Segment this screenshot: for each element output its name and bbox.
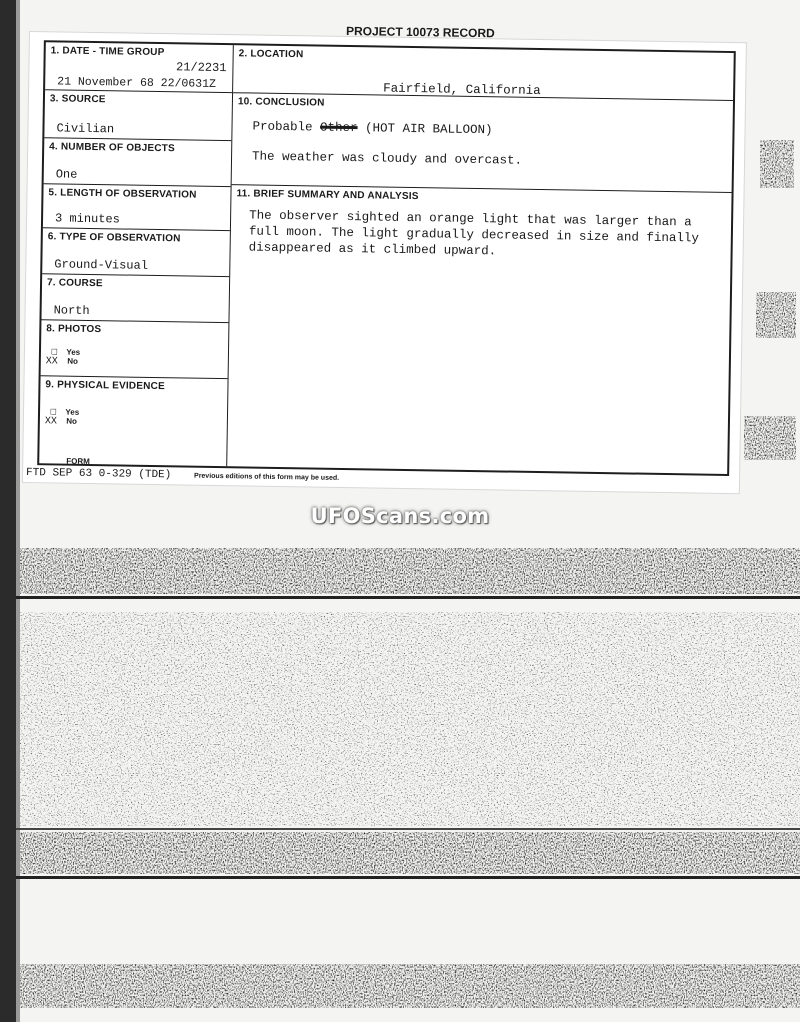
date-time-label: 1. DATE - TIME GROUP — [50, 45, 165, 59]
number-of-objects-label: 4. NUMBER OF OBJECTS — [49, 141, 175, 155]
summary-cell — [227, 185, 731, 474]
watermark-text: UFOScans.com — [310, 504, 490, 528]
conclusion-line — [252, 120, 492, 138]
physical-evidence-yes-text: Yes — [65, 407, 80, 417]
physical-evidence-no-mark: XX — [44, 416, 57, 428]
summary-line: full moon. The light gradually decreased in size and finally — [248, 224, 700, 246]
summary-line: disappeared as it climbed upward. — [248, 240, 497, 259]
left-column — [39, 42, 234, 466]
photos-no-mark: XX — [45, 356, 58, 368]
photos-label: 8. PHOTOS — [46, 323, 102, 336]
photos-yes-text: Yes — [66, 347, 81, 357]
summary-line: The observer sighted an orange light that was larger than a — [249, 208, 692, 230]
project-title: PROJECT 10073 RECORD — [345, 23, 495, 41]
form-note: Previous editions of this form may be used. — [193, 472, 340, 482]
conclusion-label: 10. CONCLUSION — [237, 96, 325, 109]
source-label: 3. SOURCE — [49, 93, 106, 106]
physical-evidence-cell — [39, 376, 227, 466]
location-value: Fairfield, California — [383, 81, 541, 99]
physical-evidence-yes-checkbox: ☐ — [49, 406, 57, 419]
conclusion-cell — [232, 93, 733, 193]
physical-evidence-no-text: No — [66, 416, 78, 426]
number-of-objects-value: One — [55, 167, 78, 182]
type-of-observation-value: Ground-Visual — [54, 257, 149, 273]
conclusion-probable: Probable — [252, 119, 313, 135]
record-form — [37, 40, 736, 476]
date-time-cell — [45, 42, 233, 93]
date-time-time: 21/2231 — [175, 60, 227, 76]
conclusion-struck-word: Other — [319, 120, 358, 136]
physical-evidence-label: 9. PHYSICAL EVIDENCE — [45, 379, 165, 393]
number-of-objects-cell — [44, 138, 232, 187]
course-cell — [41, 274, 229, 323]
source-value: Civilian — [56, 121, 115, 137]
location-label: 2. LOCATION — [238, 48, 304, 61]
length-of-observation-value: 3 minutes — [54, 211, 120, 227]
type-of-observation-cell — [42, 228, 230, 277]
conclusion-result: (HOT AIR BALLOON) — [364, 121, 493, 138]
course-label: 7. COURSE — [46, 277, 103, 290]
type-of-observation-label: 6. TYPE OF OBSERVATION — [47, 231, 181, 245]
summary-label: 11. BRIEF SUMMARY AND ANALYSIS — [236, 188, 419, 203]
length-of-observation-label: 5. LENGTH OF OBSERVATION — [48, 187, 197, 201]
record-card — [23, 23, 746, 493]
right-column — [227, 45, 734, 474]
photos-no-option — [46, 356, 78, 368]
photos-yes-checkbox: ☐ — [50, 346, 58, 359]
conclusion-weather: The weather was cloudy and overcast. — [251, 149, 523, 168]
photos-cell — [41, 320, 229, 379]
photos-no-text: No — [67, 356, 78, 366]
length-of-observation-cell — [43, 184, 231, 231]
date-time-date: 21 November 68 22/0631Z — [57, 75, 217, 91]
location-cell — [233, 45, 734, 101]
physical-evidence-no-option — [45, 416, 77, 428]
form-id: FTD SEP 63 0-329 (TDE) — [25, 466, 172, 482]
course-value: North — [53, 303, 90, 318]
source-cell — [44, 90, 232, 141]
form-word: FORM — [66, 456, 90, 466]
